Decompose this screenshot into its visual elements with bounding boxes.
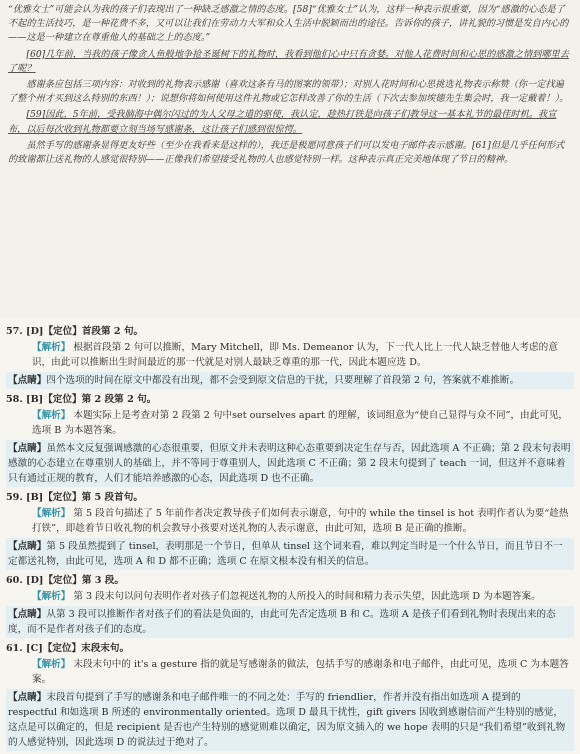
tip-label: 【点睛】: [8, 541, 47, 552]
tip-label: 【点睛】: [8, 609, 47, 620]
tip-text: 末段首句提到了手写的感谢条和电子邮件唯一的不同之处：手写的 friendlier，作者并没有指出如选项 A 提到的 respectful 和如选项 B 所述的 environmentally oriented。选项 D 最具干扰性，gift givers 因收到感谢信而产生特别的感觉，这点是可以确定的，但是 recipient 是否也产生特别的感觉则难以确定，因为原文插入的 we hope 表明的只是“我们希望”收到礼物的人感觉特别，因此选项 D 的说法过于绝对了。: [8, 692, 566, 748]
analysis-label: 【解析】: [32, 659, 71, 670]
tip-label: 【点睛】: [8, 375, 47, 386]
answer-60: [6, 573, 574, 638]
analysis-text: 本题实际上是考查对第 2 段第 2 句中set ourselves apart 的理解，该词组意为“使自己显得与众不同”，由此可见，选项 B 为本题答案。: [32, 410, 569, 436]
analysis-text: 末段末句中的 it's a gesture 指的就是写感谢条的做法，包括手写的感谢条和电子邮件，由此可见，选项 C 为本题答案。: [32, 659, 569, 685]
locate-label: 【定位】: [43, 326, 82, 337]
analysis-label: 【解析】: [32, 591, 71, 602]
locate-label: 【定位】: [43, 575, 82, 586]
passage-paragraph-2: [60]几年前，当我的孩子像贪人鱼般地争抢圣诞树下的礼物时，我看到他们心中只有贪婪。对他人花费时间和心思的感激之情到哪里去了呢？: [8, 48, 569, 74]
answer-number: 57. [D]: [6, 326, 44, 337]
answer-58: [6, 392, 574, 487]
translation-passage: [0, 0, 580, 318]
locate-label: 【定位】: [43, 394, 82, 405]
analysis-label: 【解析】: [32, 410, 71, 421]
answer-59: [6, 490, 574, 570]
answer-explanations: [0, 322, 580, 754]
locate-text: 首段第 2 句。: [81, 326, 144, 337]
locate-label: 【定位】: [43, 492, 82, 503]
locate-text: 末段末句。: [81, 643, 130, 654]
answer-number: 61. [C]: [6, 643, 43, 654]
tip-label: 【点睛】: [8, 443, 47, 454]
passage-paragraph-3: 感谢条应包括三项内容：对收到的礼物表示感谢（喜欢这条有马的图案的领带）；对别人花时间和心思挑选礼物表示称赞（你一定找遍了整个州才买到这么特别的东西！）；说想你将如何使用这件礼物或它怎样改善了你的生活（下次去参加埃德先生集会时，我一定戴着！）。: [8, 79, 569, 105]
locate-text: 第 5 段首句。: [81, 492, 143, 503]
locate-text: 第 2 段第 2 句。: [81, 394, 157, 405]
locate-text: 第 3 段。: [81, 575, 124, 586]
locate-label: 【定位】: [42, 643, 82, 654]
analysis-label: 【解析】: [32, 508, 71, 519]
tip-text: 虽然本文反复强调感激的心态很重要，但原文并未表明这种心态重要到决定生存与否，因此选项 A 不正确；第 2 段末句表明感激的心态建立在尊重别人的基础上，并不等同于尊重别人，因此选项 C 不正确；第 2 段末句提到了 teach 一词，但这并不意味着只有通过正规的教育，人们才能培养感激的心态，因此选项 D 也不正确。: [8, 443, 571, 484]
tip-label: 【点睛】: [8, 692, 47, 703]
tip-text: 四个选项的时间在原文中都没有出现，都不会受到原文信息的干扰，只要理解了首段第 2 句，答案就不难推断。: [46, 375, 520, 386]
tip-text: 第 5 段虽然提到了 tinsel，表明那是一个节日，但单从 tinsel 这个词来看，难以判定当时是一个什么节日，而且节日不一定都送礼物，由此可见，选项 A 和 D 都不正确；选项 C 在原文根本没有相关的信息。: [8, 541, 563, 567]
analysis-text: 第 5 段首句描述了 5 年前作者决定教导孩子们如何表示谢意，句中的 while the tinsel is hot 表明作者认为要“趁热打铁”，即趁着节日收礼物的机会教导小孩要对送礼物的人表示谢意，由此可知，选项 B 是正确的推断。: [32, 508, 569, 534]
passage-paragraph-1: “优雅女士”可能会认为我的孩子们表现出了一种缺乏感激之情的态度。[58]“优雅女士”认为，这样一种表示很重要，因为“感激的心态是了不起的生活技巧，是一种花费不多，又可以让我们在劳动力大军和众人生活中脱颖而出的途径。告诉你的孩子，讲礼貌的习惯是发自内心的——这是一种建立在尊重他人的基础之上的态度。”: [8, 4, 569, 44]
passage-paragraph-4: [59]因此，5年前，受我脑海中偶尔闪过的为人父母之道的驱使，我认定，趁热打铁是向孩子们教导这一基本礼节的最佳时机。我宣布，以后每次收到礼物都要立刻当场写感谢条，这让孩子们感到很惊愕。: [8, 109, 557, 135]
tip-text: 从第 3 段可以推断作者对孩子们的看法是负面的，由此可先否定选项 B 和 C。选项 A 是孩子们看到礼物时表现出来的态度，而不是作者对孩子们的态度。: [8, 609, 556, 635]
analysis-text: 根据首段第 2 句可以推断，Mary Mitchell，即 Ms. Demeanor 认为，下一代人比上一代人缺乏替他人考虑的意识，由此可以推断出生时间最近的那一代就是对别人最缺乏尊重的那一代，因此本题应选 D。: [32, 342, 558, 368]
answer-57: [6, 324, 574, 389]
passage-paragraph-5: 虽然手写的感谢条显得更友好些（至少在我看来是这样的），我还是极愿同意孩子们可以发电子邮件表示感谢。[61]但是几乎任何形式的致谢都让送礼物的人感觉很特别——正像我们希望接受礼物的人也感觉特别一样。这种表示真正完美地体现了节日的精神。: [8, 139, 565, 166]
answer-61: [6, 641, 574, 751]
analysis-label: 【解析】: [32, 342, 71, 353]
analysis-text: 第 3 段末句以问句表明作者对孩子们忽视送礼物的人所投入的时间和精力表示失望，因此选项 D 为本题答案。: [73, 591, 541, 602]
answer-number: 60. [D]: [6, 575, 44, 586]
answer-number: 59. [B]: [6, 492, 44, 503]
answer-number: 58. [B]: [6, 394, 44, 405]
